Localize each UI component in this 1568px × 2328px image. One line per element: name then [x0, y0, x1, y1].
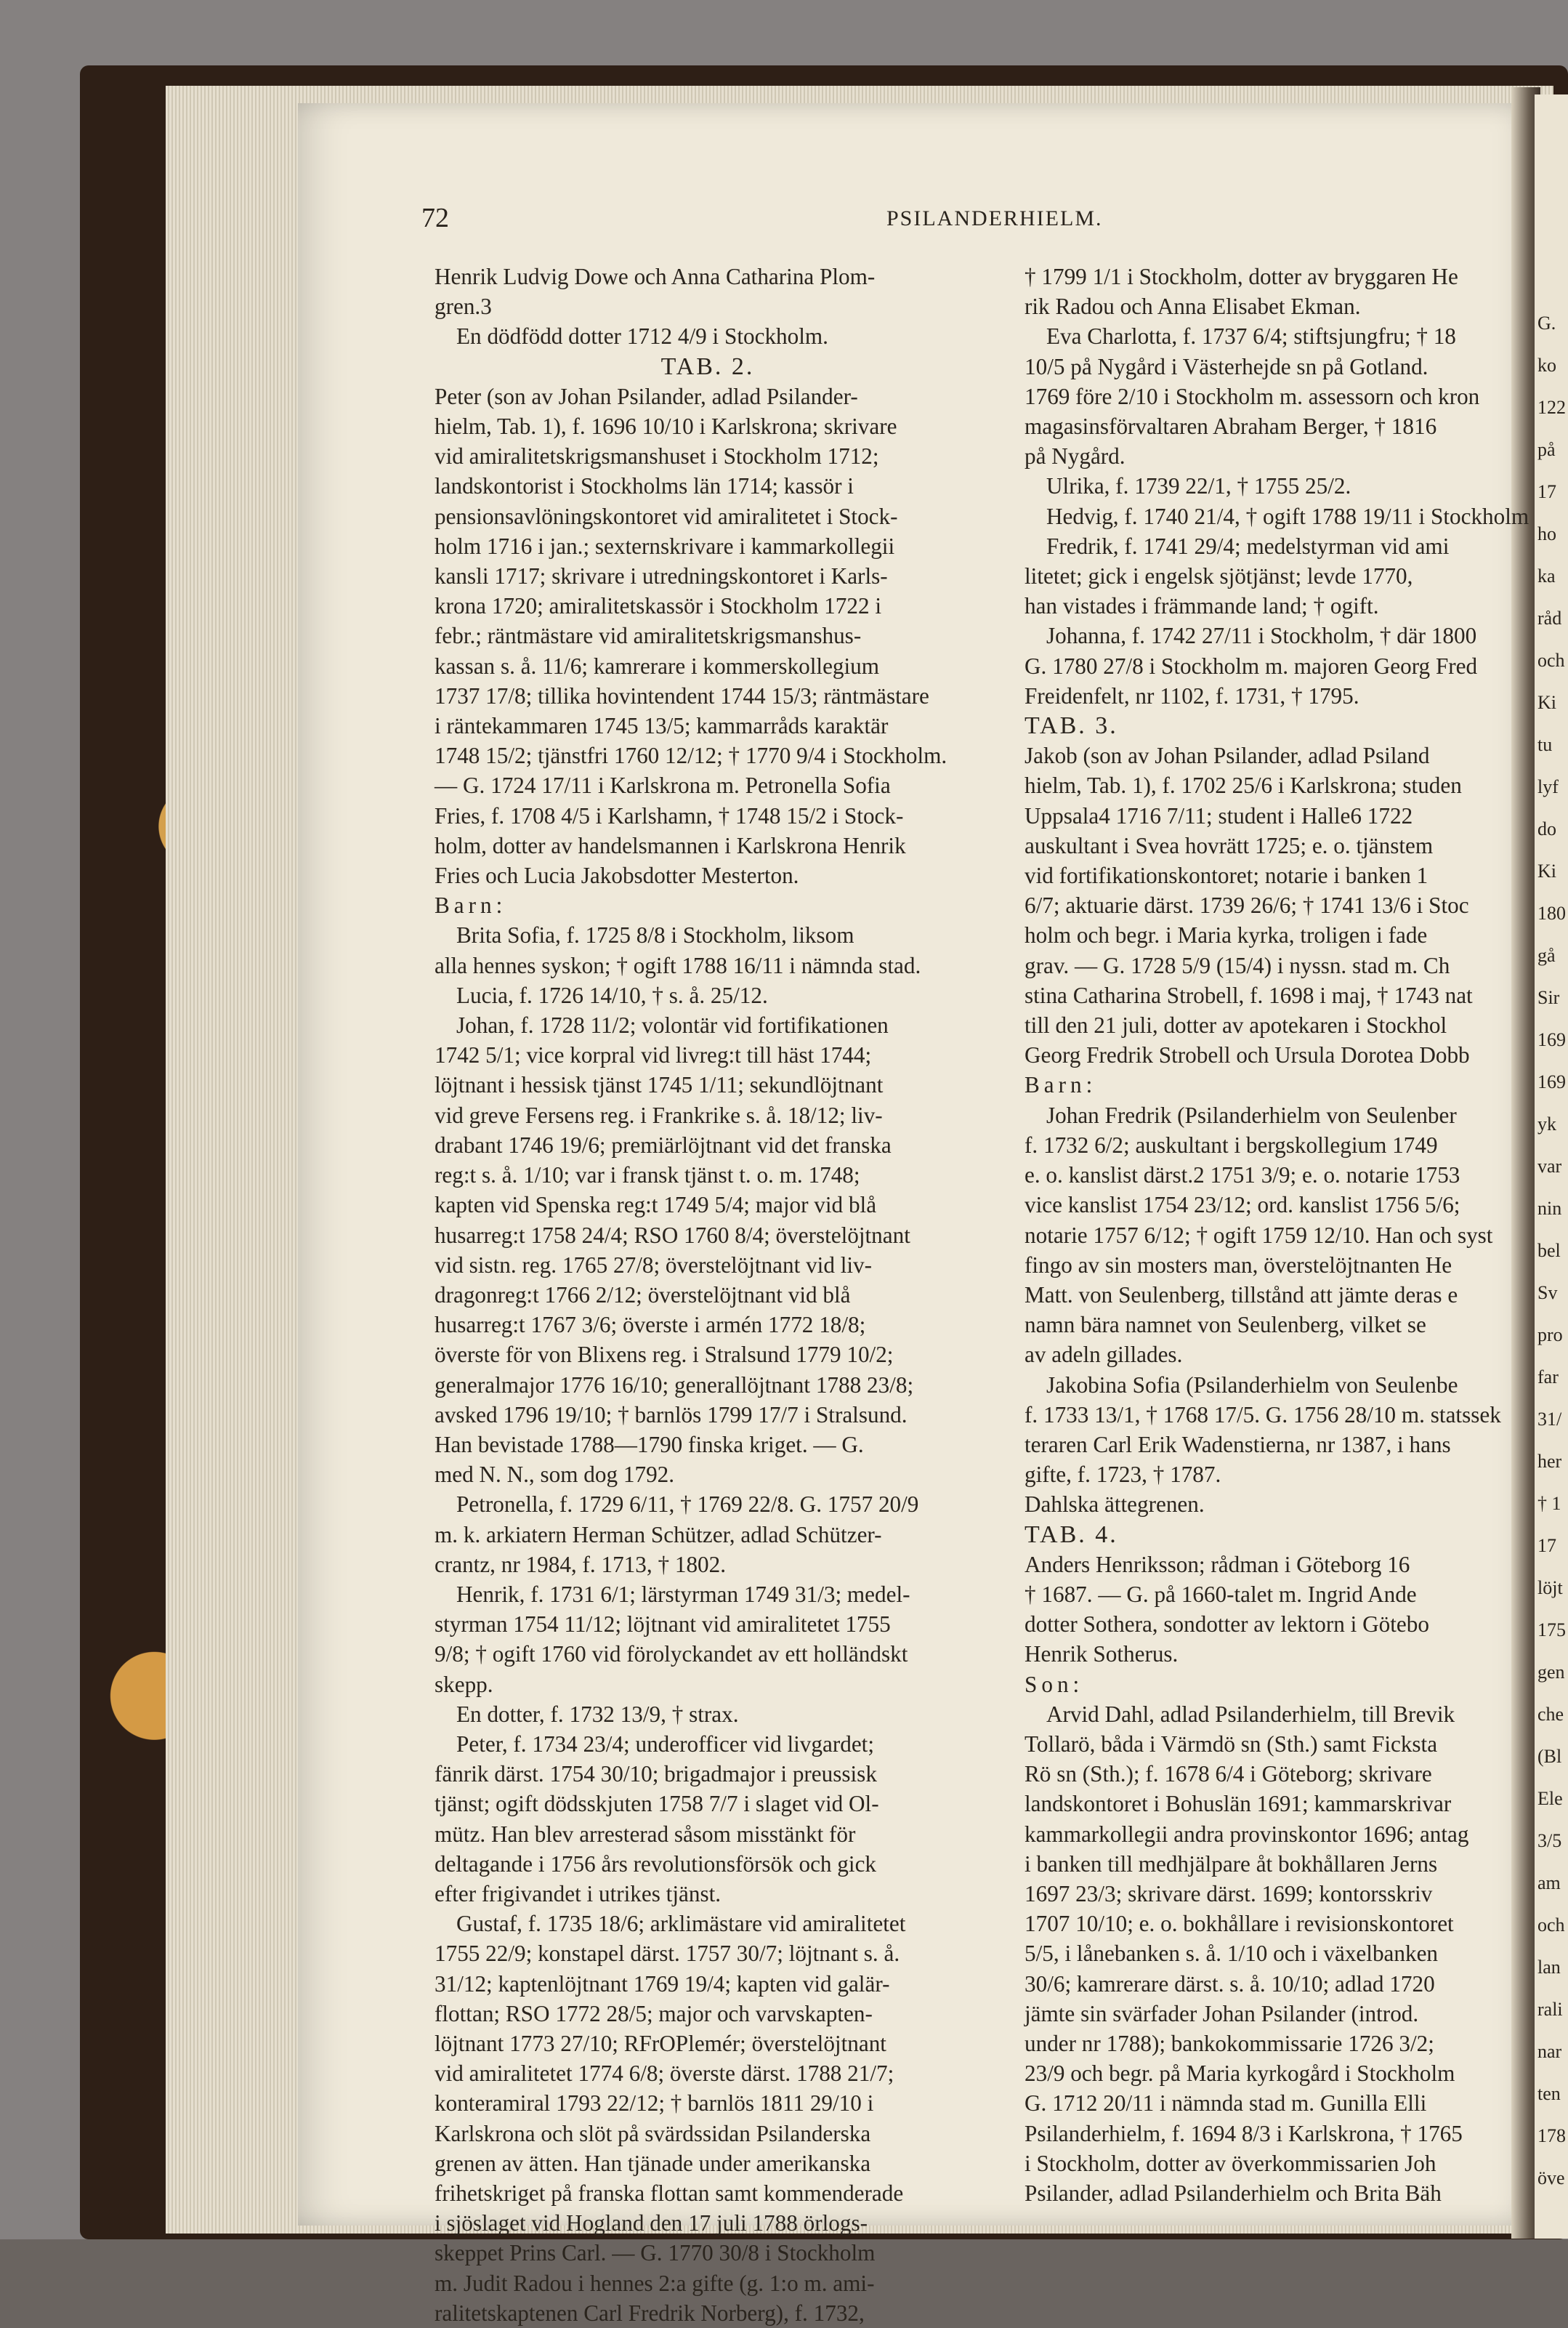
text-line: löjtnant i hessisk tjänst 1745 1/11; sekundlöjtnant: [435, 1072, 884, 1098]
text-line: kammarkollegii andra provinskontor 1696; antag: [1025, 1821, 1469, 1847]
text-line: vid amiralitetskrigsmanshuset i Stockholm 1712;: [435, 443, 879, 470]
text-line: alla hennes syskon; † ogift 1788 16/11 i nämnda stad.: [435, 952, 921, 978]
facing-page-text: che: [1537, 1704, 1564, 1725]
text-line: styrman 1754 11/12; löjtnant vid amiralitetet 1755: [435, 1611, 891, 1638]
text-line: vid fortifikationskontoret; notarie i banken 1: [1025, 863, 1428, 889]
text-line: Johan Fredrik (Psilanderhielm von Seulenber: [1046, 1102, 1457, 1128]
facing-page-text: Ki: [1537, 861, 1556, 882]
text-line: teraren Carl Erik Wadenstierna, nr 1387, i hans: [1025, 1431, 1451, 1457]
text-line: e. o. kanslist därst.2 1751 3/9; e. o. notarie 1753: [1025, 1162, 1460, 1188]
text-line: löjtnant 1773 27/10; RFrOPlemér; överstelöjtnant: [435, 2030, 886, 2056]
text-line: Johan, f. 1728 11/2; volontär vid fortifikationen: [456, 1012, 889, 1039]
page-number: 72: [421, 203, 449, 233]
text-line: litetet; gick i engelsk sjötjänst; levde 1770,: [1025, 563, 1413, 589]
text-line: hielm, Tab. 1), f. 1702 25/6 i Karlskrona; studen: [1025, 773, 1462, 799]
text-line: notarie 1757 6/12; † ogift 1759 12/10. Han och syst: [1025, 1222, 1493, 1248]
text-line: kassan s. å. 11/6; kamrerare i kommerskollegium: [435, 653, 880, 679]
text-line: Psilanderhielm, f. 1694 8/3 i Karlskrona, † 1765: [1025, 2120, 1463, 2146]
facing-page-text: och: [1537, 650, 1565, 671]
text-line: Petronella, f. 1729 6/11, † 1769 22/8. G. 1757 20/9: [456, 1491, 919, 1518]
text-line: m. Judit Radou i hennes 2:a gifte (g. 1:o m. ami-: [435, 2270, 875, 2296]
text-line: han vistades i främmande land; † ogift.: [1025, 593, 1379, 619]
text-line: Lucia, f. 1726 14/10, † s. å. 25/12.: [456, 982, 768, 1008]
text-line: Henrik Sotherus.: [1025, 1641, 1179, 1667]
page-header: [421, 202, 1526, 234]
text-line: tjänst; ogift dödsskjuten 1758 7/7 i slaget vid Ol-: [435, 1791, 879, 1817]
facing-page-text: 169: [1537, 1071, 1566, 1092]
running-head: PSILANDERHIELM.: [886, 206, 1103, 230]
text-line: Fries och Lucia Jakobsdotter Mesterton.: [435, 863, 799, 889]
text-line: holm och begr. i Maria kyrka, troligen i fade: [1025, 922, 1428, 948]
text-line: skepp.: [435, 1671, 493, 1697]
text-line: Rö sn (Sth.); f. 1678 6/4 i Göteborg; skrivare: [1025, 1761, 1432, 1787]
text-line: hielm, Tab. 1), f. 1696 10/10 i Karlskrona; skrivare: [435, 414, 897, 440]
text-line: auskultant i Svea hovrätt 1725; e. o. tjänstem: [1025, 832, 1434, 858]
facing-page-text: gå: [1537, 945, 1556, 966]
text-line: till den 21 juli, dotter av apotekaren i Stockhol: [1025, 1012, 1447, 1039]
facing-page-text: her: [1537, 1451, 1562, 1472]
text-line: Jakobina Sofia (Psilanderhielm von Seulenbe: [1046, 1372, 1458, 1398]
facing-page-text: och: [1537, 1914, 1565, 1936]
text-line: 1769 före 2/10 i Stockholm m. assessorn och kron: [1025, 383, 1480, 409]
text-line: i banken till medhjälpare åt bokhållaren Jerns: [1025, 1850, 1438, 1877]
text-line: Tollarö, båda i Värmdö sn (Sth.) samt Ficksta: [1025, 1731, 1438, 1757]
text-line: Eva Charlotta, f. 1737 6/4; stiftsjungfru; † 18: [1046, 323, 1456, 350]
text-line: vid greve Fersens reg. i Frankrike s. å. 18/12; liv-: [435, 1102, 883, 1128]
text-line: G. 1712 20/11 i nämnda stad m. Gunilla Elli: [1025, 2090, 1427, 2116]
text-line: † 1687. — G. på 1660-talet m. Ingrid Ande: [1025, 1581, 1417, 1607]
facing-page-text: 17: [1537, 1535, 1556, 1556]
text-line: Ulrika, f. 1739 22/1, † 1755 25/2.: [1046, 473, 1351, 499]
text-line: deltagande i 1756 års revolutionsförsök och gick: [435, 1850, 877, 1877]
facing-page-text: på: [1537, 439, 1556, 460]
text-line: landskontorist i Stockholms län 1714; kassör i: [435, 473, 854, 499]
facing-page-text: 3/5: [1537, 1830, 1562, 1851]
children-heading: Barn:: [1025, 1072, 1097, 1098]
text-line: crantz, nr 1984, f. 1713, † 1802.: [435, 1551, 727, 1577]
text-line: husarreg:t 1767 3/6; överste i armén 1772 18/8;: [435, 1312, 866, 1338]
text-line: Peter (son av Johan Psilander, adlad Psilander-: [435, 383, 858, 409]
text-line: med N. N., som dog 1792.: [435, 1462, 675, 1488]
text-line: 1697 23/3; skrivare därst. 1699; kontorsskriv: [1025, 1880, 1433, 1906]
text-line: Karlskrona och slöt på svärdssidan Psilanderska: [435, 2120, 871, 2146]
facing-page-text: 175: [1537, 1619, 1566, 1640]
text-line: i räntekammaren 1745 13/5; kammarråds karaktär: [435, 713, 889, 739]
text-line: jämte sin svärfader Johan Psilander (introd.: [1025, 2000, 1419, 2026]
text-line: 1742 5/1; vice korpral vid livreg:t till häst 1744;: [435, 1042, 872, 1068]
text-line: Psilander, adlad Psilanderhielm och Brita Bäh: [1025, 2180, 1442, 2206]
facing-page-text: nin: [1537, 1198, 1562, 1219]
text-line: 10/5 på Nygård i Västerhejde sn på Gotland.: [1025, 353, 1428, 379]
text-line: Freidenfelt, nr 1102, f. 1731, † 1795.: [1025, 682, 1359, 709]
text-line: 23/9 och begr. på Maria kyrkogård i Stockholm: [1025, 2061, 1455, 2087]
facing-page-text: lan: [1537, 1957, 1561, 1978]
text-line: gifte, f. 1723, † 1787.: [1025, 1462, 1221, 1488]
facing-page-text: Ele: [1537, 1788, 1563, 1809]
text-line: 9/8; † ogift 1760 vid förolyckandet av ett holländskt: [435, 1641, 908, 1667]
text-line: kansli 1717; skrivare i utredningskontoret i Karls-: [435, 563, 888, 589]
facing-page-text: do: [1537, 818, 1556, 839]
text-line: landskontoret i Bohuslän 1691; kammarskrivar: [1025, 1791, 1452, 1817]
text-line: 1755 22/9; konstapel därst. 1757 30/7; löjtnant s. å.: [435, 1941, 900, 1967]
text-line: m. k. arkiatern Herman Schützer, adlad Schützer-: [435, 1521, 882, 1547]
facing-page-text: ka: [1537, 565, 1556, 587]
facing-page-text: † 1: [1537, 1493, 1561, 1514]
facing-page-text: 180: [1537, 903, 1566, 924]
table-heading: TAB. 2.: [660, 353, 755, 380]
facing-page-text: råd: [1537, 608, 1562, 629]
text-line: dotter Sothera, sondotter av lektorn i Götebo: [1025, 1611, 1429, 1638]
text-line: krona 1720; amiralitetskassör i Stockholm 1722 i: [435, 593, 882, 619]
text-line: En dödfödd dotter 1712 4/9 i Stockholm.: [456, 323, 828, 350]
text-line: flottan; RSO 1772 28/5; major och varvskapten-: [435, 2000, 873, 2026]
facing-page-text: yk: [1537, 1113, 1556, 1135]
text-line: 1737 17/8; tillika hovintendent 1744 15/3; räntmästare: [435, 682, 929, 709]
text-line: namn bära namnet von Seulenberg, vilket se: [1025, 1312, 1426, 1338]
text-line: 30/6; kamrerare därst. s. å. 10/10; adlad 1720: [1025, 1970, 1435, 1997]
text-line: Jakob (son av Johan Psilander, adlad Psiland: [1025, 743, 1430, 769]
text-line: 1748 15/2; tjänstfri 1760 12/12; † 1770 9/4 i Stockholm.: [435, 743, 947, 769]
text-line: 5/5, i lånebanken s. å. 1/10 och i växelbanken: [1025, 1941, 1439, 1967]
text-line: Georg Fredrik Strobell och Ursula Dorotea Dobb: [1025, 1042, 1470, 1068]
facing-page-text: pro: [1537, 1324, 1563, 1345]
text-line: Han bevistade 1788—1790 finska kriget. — G.: [435, 1431, 864, 1457]
text-line: Matt. von Seulenberg, tillstånd att jämte deras e: [1025, 1281, 1458, 1308]
text-line: fingo av sin mosters man, överstelöjtnanten He: [1025, 1252, 1452, 1278]
text-line: Gustaf, f. 1735 18/6; arklimästare vid amiralitetet: [456, 1911, 906, 1937]
text-line: efter frigivandet i utrikes tjänst.: [435, 1880, 722, 1906]
text-line: avsked 1796 19/10; † barnlös 1799 17/7 i Stralsund.: [435, 1401, 908, 1427]
facing-page-text: 169: [1537, 1029, 1566, 1050]
text-line: G. 1780 27/8 i Stockholm m. majoren Georg Fred: [1025, 653, 1478, 679]
facing-page-text: ten: [1537, 2083, 1561, 2104]
right-text-column: [1025, 262, 1529, 2206]
text-line: stina Catharina Strobell, f. 1698 i maj, † 1743 nat: [1025, 982, 1473, 1008]
text-line: Johanna, f. 1742 27/11 i Stockholm, † där 1800: [1046, 623, 1477, 649]
text-line: vice kanslist 1754 23/12; ord. kanslist 1756 5/6;: [1025, 1192, 1460, 1218]
text-line: drabant 1746 19/6; premiärlöjtnant vid det franska: [435, 1132, 892, 1158]
text-line: En dotter, f. 1732 13/9, † strax.: [456, 1701, 739, 1727]
facing-page-text: 122: [1537, 397, 1566, 418]
text-line: under nr 1788); bankokommissarie 1726 3/2;: [1025, 2030, 1434, 2056]
text-line: dragonreg:t 1766 2/12; överstelöjtnant vid blå: [435, 1281, 851, 1308]
text-line: 1707 10/10; e. o. bokhållare i revisionskontoret: [1025, 1911, 1454, 1937]
text-line: 6/7; aktuarie därst. 1739 26/6; † 1741 13/6 i Stoc: [1025, 893, 1469, 919]
facing-page-text: 31/: [1537, 1409, 1562, 1430]
text-line: konteramiral 1793 22/12; † barnlös 1811 29/10 i: [435, 2090, 874, 2116]
text-line: skeppet Prins Carl. — G. 1770 30/8 i Stockholm: [435, 2240, 876, 2266]
text-line: Fries, f. 1708 4/5 i Karlshamn, † 1748 15/2 i Stock-: [435, 802, 904, 829]
facing-page-text: gen: [1537, 1662, 1565, 1683]
text-line: ralitetskaptenen Carl Fredrik Norberg), f. 1732,: [435, 2300, 865, 2326]
text-line: husarreg:t 1758 24/4; RSO 1760 8/4; överstelöjtnant: [435, 1222, 910, 1248]
facing-page-text: bel: [1537, 1240, 1561, 1261]
text-line: fänrik därst. 1754 30/10; brigadmajor i preussisk: [435, 1761, 877, 1787]
left-text-column: [435, 262, 981, 2328]
facing-page-text: Ki: [1537, 692, 1556, 713]
facing-page-text: 17: [1537, 481, 1556, 502]
text-line: i sjöslaget vid Hogland den 17 juli 1788 örlogs-: [435, 2210, 868, 2236]
text-line: Arvid Dahl, adlad Psilanderhielm, till Brevik: [1046, 1701, 1455, 1727]
text-line: mütz. Han blev arresterad såsom misstänkt för: [435, 1821, 856, 1847]
text-line: på Nygård.: [1025, 443, 1126, 470]
text-line: frihetskriget på franska flottan samt kommenderade: [435, 2180, 904, 2206]
facing-page-text: ko: [1537, 355, 1556, 376]
text-line: 31/12; kaptenlöjtnant 1769 19/4; kapten vid galär-: [435, 1970, 890, 1997]
facing-page-text: far: [1537, 1366, 1559, 1387]
text-line: Hedvig, f. 1740 21/4, † ogift 1788 19/11 i Stockholm: [1046, 503, 1529, 529]
text-line: febr.; räntmästare vid amiralitetskrigsmanshus-: [435, 623, 862, 649]
facing-page-text: löjt: [1537, 1577, 1563, 1598]
text-line: — G. 1724 17/11 i Karlskrona m. Petronella Sofia: [435, 773, 891, 799]
facing-page-text: G.: [1537, 313, 1556, 334]
text-line: holm, dotter av handelsmannen i Karlskrona Henrik: [435, 832, 906, 858]
text-line: i Stockholm, dotter av överkommissarien Joh: [1025, 2150, 1436, 2176]
text-line: vid sistn. reg. 1765 27/8; överstelöjtnant vid liv-: [435, 1252, 873, 1278]
text-line: rik Radou och Anna Elisabet Ekman.: [1025, 294, 1361, 320]
text-line: överste för von Blixens reg. i Stralsund 1779 10/2;: [435, 1342, 894, 1368]
text-line: pensionsavlöningskontoret vid amiralitetet i Stock-: [435, 503, 898, 529]
text-line: reg:t s. å. 1/10; var i fransk tjänst t. o. m. 1748;: [435, 1162, 860, 1188]
children-heading: Barn:: [435, 893, 507, 919]
text-line: Fredrik, f. 1741 29/4; medelstyrman vid ami: [1046, 533, 1450, 559]
text-line: generalmajor 1776 16/10; generallöjtnant 1788 23/8;: [435, 1372, 914, 1398]
text-line: f. 1732 6/2; auskultant i bergskollegium 1749: [1025, 1132, 1438, 1158]
text-line: av adeln gillades.: [1025, 1342, 1183, 1368]
table-heading: TAB. 3.: [1025, 712, 1118, 740]
facing-page-text: tu: [1537, 734, 1553, 755]
text-line: Henrik Ludvig Dowe och Anna Catharina Plom-: [435, 264, 876, 289]
text-line: f. 1733 13/1, † 1768 17/5. G. 1756 28/10 m. statssek: [1025, 1401, 1501, 1427]
text-line: Uppsala4 1716 7/11; student i Halle6 1722: [1025, 802, 1413, 829]
facing-page-text: Sir: [1537, 987, 1560, 1008]
text-line: grenen av ätten. Han tjänade under amerikanska: [435, 2150, 871, 2176]
facing-page-fragment: [1535, 94, 1568, 2239]
text-line: grav. — G. 1728 5/9 (15/4) i nyssn. stad m. Ch: [1025, 952, 1450, 978]
text-line: gren.3: [435, 294, 492, 320]
facing-page-text: lyf: [1537, 776, 1559, 797]
text-line: Brita Sofia, f. 1725 8/8 i Stockholm, liksom: [456, 922, 854, 948]
facing-page-text: am: [1537, 1872, 1561, 1893]
children-heading: Son:: [1025, 1671, 1084, 1697]
facing-page-text: öve: [1537, 2167, 1565, 2188]
facing-page-text: var: [1537, 1156, 1562, 1177]
text-line: Anders Henriksson; rådman i Göteborg 16: [1025, 1551, 1410, 1577]
table-heading: TAB. 4.: [1025, 1521, 1118, 1548]
text-line: vid amiralitetet 1774 6/8; överste därst. 1788 21/7;: [435, 2061, 894, 2087]
facing-page-text: 178: [1537, 2125, 1566, 2146]
facing-page-text: ho: [1537, 523, 1556, 544]
text-line: Peter, f. 1734 23/4; underofficer vid livgardet;: [456, 1731, 874, 1757]
facing-page-text: nar: [1537, 2041, 1562, 2062]
section-heading: Dahlska ättegrenen.: [1025, 1491, 1205, 1518]
text-line: † 1799 1/1 i Stockholm, dotter av bryggaren He: [1025, 264, 1458, 289]
text-line: Henrik, f. 1731 6/1; lärstyrman 1749 31/3; medel-: [456, 1581, 910, 1607]
facing-page-text: Sv: [1537, 1282, 1558, 1303]
facing-page-text: rali: [1537, 1999, 1563, 2020]
text-line: holm 1716 i jan.; sexternskrivare i kammarkollegii: [435, 533, 895, 559]
facing-page-text: (Bl: [1537, 1746, 1562, 1767]
text-line: kapten vid Spenska reg:t 1749 5/4; major vid blå: [435, 1192, 877, 1218]
text-line: magasinsförvaltaren Abraham Berger, † 1816: [1025, 414, 1437, 440]
